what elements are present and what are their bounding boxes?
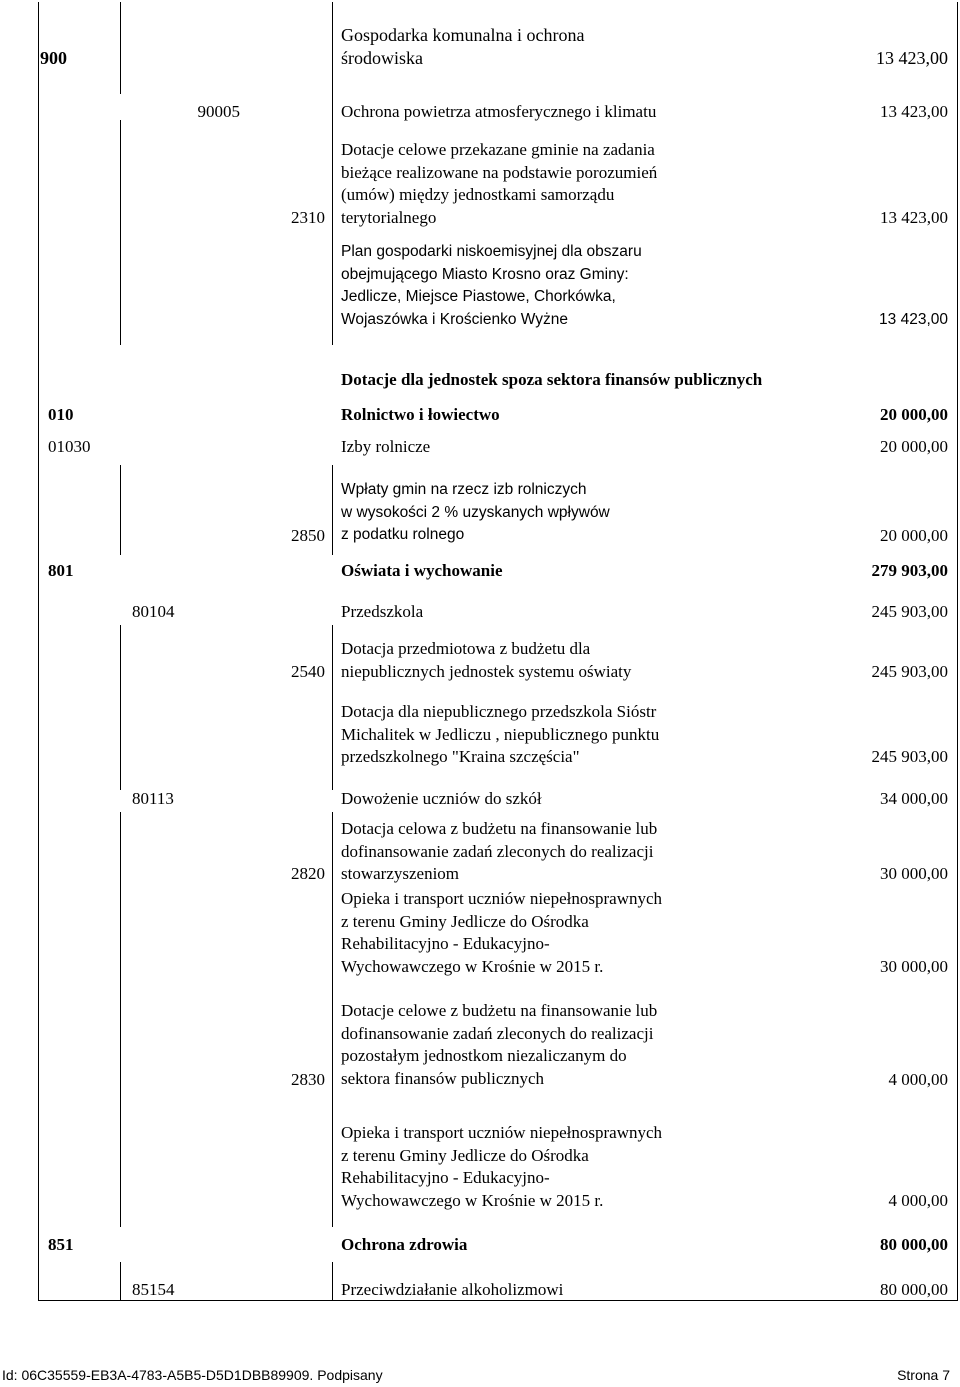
column-divider (120, 2, 121, 94)
desc-line: obejmującego Miasto Krosno oraz Gminy: (341, 265, 629, 283)
task-description (341, 1122, 662, 1212)
desc-line: pozostałym jednostkom niezaliczanym do (341, 1046, 627, 1065)
section-amount: 13 423,00 (876, 48, 948, 68)
desc-line: Wojaszówka i Krościenko Wyżne (341, 310, 568, 328)
column-divider (120, 625, 121, 790)
paragraph-amount: 20 000,00 (880, 526, 948, 545)
paragraph-code: 2310 (291, 208, 325, 227)
column-divider (120, 120, 121, 345)
section-code: 900 (40, 48, 67, 68)
paragraph-code: 2820 (291, 864, 325, 883)
desc-line: z podatku rolnego (341, 526, 465, 543)
paragraph-amount: 30 000,00 (880, 864, 948, 883)
desc-line: dofinansowanie zadań zleconych do realizacji (341, 841, 654, 861)
task-amount: 30 000,00 (880, 957, 948, 976)
table-border-left (38, 2, 39, 1300)
desc-line: Dotacje celowe przekazane gminie na zadania (341, 140, 655, 159)
chapter-amount: 80 000,00 (880, 1280, 948, 1299)
chapter-description: Ochrona powietrza atmosferycznego i klimatu (341, 102, 657, 121)
paragraph-amount: 4 000,00 (888, 1070, 948, 1089)
desc-line: Wpłaty gmin na rzecz izb rolniczych (341, 481, 587, 498)
column-divider (332, 812, 333, 1227)
desc-line: stowarzyszeniom (341, 864, 460, 883)
chapter-description: Przeciwdziałanie alkoholizmowi (341, 1280, 564, 1299)
desc-line: w wysokości 2 % uzyskanych wpływów (341, 503, 610, 521)
chapter-amount: 20 000,00 (880, 437, 948, 456)
paragraph-amount: 13 423,00 (880, 208, 948, 227)
section-amount: 20 000,00 (880, 405, 948, 424)
task-description (341, 701, 659, 769)
section-description: Oświata i wychowanie (341, 561, 503, 580)
desc-line: dofinansowanie zadań zleconych do realizacji (341, 1023, 654, 1043)
column-divider (332, 465, 333, 555)
section-code: 010 (48, 405, 74, 424)
desc-line: bieżące realizowane na podstawie porozumień (341, 162, 658, 182)
paragraph-description (341, 139, 657, 229)
task-description (341, 241, 642, 331)
desc-line: Rehabilitacyjno - Edukacyjno- (341, 1168, 550, 1187)
desc-line: Michalitek w Jedliczu , niepublicznego punktu (341, 724, 660, 744)
desc-line: z terenu Gminy Jedlicze do Ośrodka (341, 1145, 589, 1165)
desc-line: niepublicznych jednostek systemu oświaty (341, 661, 632, 681)
paragraph-code: 2540 (291, 662, 325, 681)
desc-line: Opieka i transport uczniów niepełnosprawnych (341, 889, 663, 908)
desc-line: Plan gospodarki niskoemisyjnej dla obszaru (341, 243, 642, 260)
section-description (341, 24, 584, 69)
column-divider (332, 1262, 333, 1300)
paragraph-amount: 245 903,00 (871, 662, 948, 681)
paragraph-description (341, 1000, 657, 1090)
desc-line: Dotacje celowe z budżetu na finansowanie lub (341, 1001, 658, 1020)
task-amount: 13 423,00 (879, 311, 948, 328)
chapter-description: Izby rolnicze (341, 437, 431, 456)
document-id: Id: 06C35559-EB3A-4783-A5B5-D5D1DBB89909. Podpisany (2, 1367, 383, 1383)
desc-line: Wychowawczego w Krośnie w 2015 r. (341, 1190, 604, 1210)
chapter-code: 01030 (48, 437, 91, 456)
column-divider (120, 1262, 121, 1300)
section-code: 801 (48, 561, 74, 580)
task-description (341, 888, 662, 978)
desc-line: Opieka i transport uczniów niepełnosprawnych (341, 1123, 663, 1142)
desc-line: Dotacja przedmiotowa z budżetu dla (341, 639, 591, 658)
paragraph-description (341, 638, 631, 683)
paragraph-code: 2830 (291, 1070, 325, 1089)
desc-line: środowiska (341, 47, 423, 68)
chapter-code: 85154 (132, 1280, 175, 1299)
group-heading: Dotacje dla jednostek spoza sektora finansów publicznych (341, 370, 763, 389)
chapter-code: 80113 (132, 789, 174, 808)
column-divider (332, 2, 333, 345)
task-amount: 245 903,00 (871, 747, 948, 766)
desc-line: Rehabilitacyjno - Edukacyjno- (341, 934, 550, 953)
chapter-code: 80104 (132, 602, 175, 621)
desc-line: Gospodarka komunalna i ochrona (341, 25, 585, 45)
section-description: Ochrona zdrowia (341, 1235, 468, 1254)
chapter-description: Dowożenie uczniów do szkół (341, 789, 542, 808)
paragraph-description (341, 479, 610, 547)
paragraph-description (341, 818, 657, 886)
chapter-code: 90005 (197, 102, 240, 121)
chapter-amount: 245 903,00 (871, 602, 948, 621)
section-code: 851 (48, 1235, 74, 1254)
section-description: Rolnictwo i łowiectwo (341, 405, 500, 424)
desc-line: Wychowawczego w Krośnie w 2015 r. (341, 956, 604, 976)
desc-line: terytorialnego (341, 207, 437, 227)
chapter-description: Przedszkola (341, 602, 424, 621)
desc-line: Dotacja celowa z budżetu na finansowanie lub (341, 819, 658, 838)
desc-line: Jedlicze, Miejsce Piastowe, Chorkówka, (341, 288, 616, 305)
column-divider (120, 465, 121, 555)
page-number: Strona 7 (897, 1367, 950, 1383)
desc-line: Dotacja dla niepublicznego przedszkola Sióstr (341, 702, 657, 721)
desc-line: sektora finansów publicznych (341, 1068, 544, 1088)
desc-line: przedszkolnego "Kraina szczęścia" (341, 747, 580, 766)
section-amount: 80 000,00 (880, 1235, 948, 1254)
section-amount: 279 903,00 (871, 561, 948, 580)
desc-line: (umów) między jednostkami samorządu (341, 185, 615, 204)
chapter-amount: 34 000,00 (880, 789, 948, 808)
column-divider (332, 625, 333, 790)
chapter-amount: 13 423,00 (880, 102, 948, 121)
task-amount: 4 000,00 (888, 1191, 948, 1210)
column-divider (120, 812, 121, 1227)
desc-line: z terenu Gminy Jedlicze do Ośrodka (341, 911, 589, 931)
table-border-right (957, 2, 958, 1300)
paragraph-code: 2850 (291, 526, 325, 545)
